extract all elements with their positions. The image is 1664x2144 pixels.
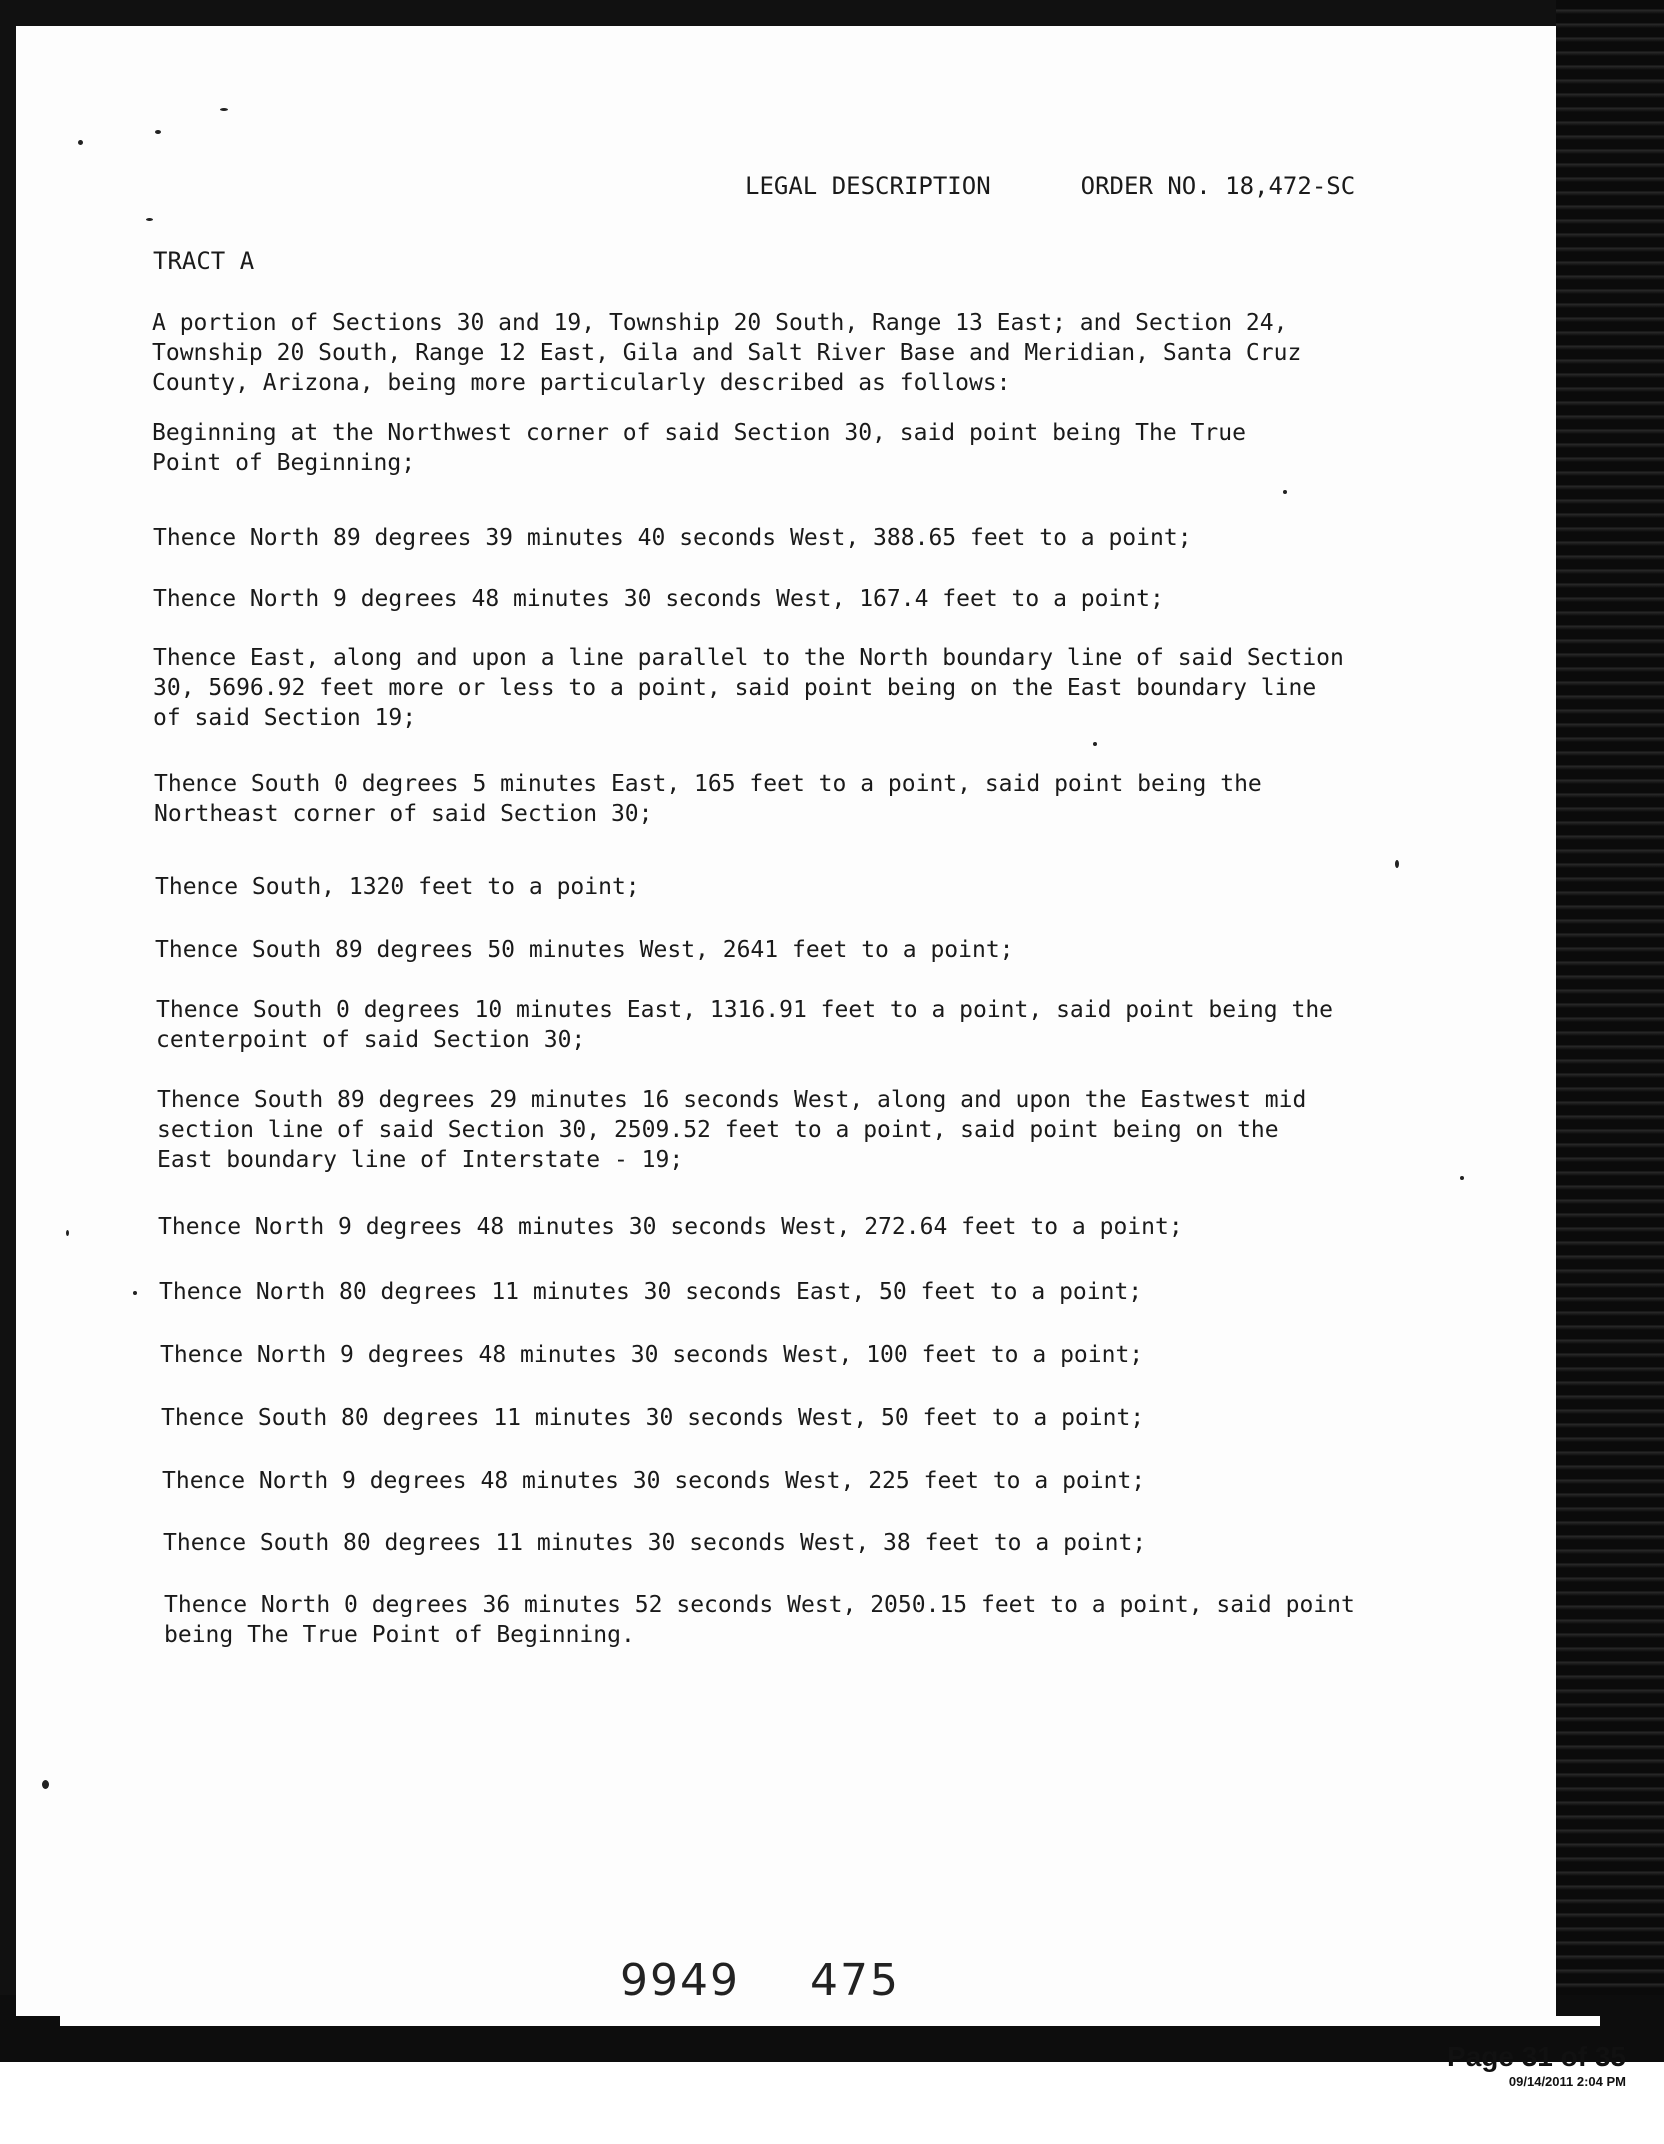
scan-speck: [1283, 490, 1287, 494]
page-footer: [1447, 2040, 1626, 2090]
paragraph-course: Thence North 9 degrees 48 minutes 30 seconds West, 167.4 feet to a point;: [153, 586, 1164, 612]
stamp-page: 475: [809, 1955, 900, 2006]
paragraph-closing: Thence North 0 degrees 36 minutes 52 seconds West, 2050.15 feet to a point, said point being The True Point of Beginning.: [164, 1592, 1355, 1648]
paragraph-course: Thence South 0 degrees 10 minutes East, 1316.91 feet to a point, said point being the centerpoint of said Section 30;: [156, 997, 1334, 1053]
scan-bottom-paper-strip: [60, 2016, 1600, 2026]
scan-speck: [133, 1291, 137, 1295]
scan-speck: [220, 108, 228, 111]
stamp-docket: 9949: [620, 1955, 740, 2006]
paragraph-beginning: Beginning at the Northwest corner of said Section 30, said point being The True Point of Beginning;: [152, 420, 1246, 476]
paragraph-course: Thence South 89 degrees 29 minutes 16 seconds West, along and upon the Eastwest mid section line of said Section 30, 2509.52 feet to a point, said point being on the East boundary line of Interstate - 19;: [157, 1087, 1307, 1173]
legal-description-title: LEGAL DESCRIPTION: [745, 172, 991, 200]
scan-speck: [1093, 742, 1097, 746]
paragraph-course: Thence South, 1320 feet to a point;: [155, 874, 640, 900]
document-header: [745, 172, 1355, 200]
paragraph-course: Thence North 9 degrees 48 minutes 30 seconds West, 272.64 feet to a point;: [158, 1214, 1183, 1240]
tract-heading: TRACT A: [153, 247, 255, 275]
paragraph-course: Thence North 80 degrees 11 minutes 30 seconds East, 50 feet to a point;: [159, 1279, 1143, 1305]
scan-speck: [42, 1780, 49, 1789]
paragraph-course: Thence East, along and upon a line parallel to the North boundary line of said Section 30, 5696.92 feet more or less to a point, said point being on the East boundary line of said Section 19;: [153, 645, 1344, 731]
paragraph-intro: A portion of Sections 30 and 19, Township 20 South, Range 13 East; and Section 24, Township 20 South, Range 12 East, Gila and Salt River Base and Meridian, Santa Cruz County, Arizona, being more particularly described as follows:: [152, 310, 1302, 396]
paragraph-course: Thence South 89 degrees 50 minutes West, 2641 feet to a point;: [155, 937, 1014, 963]
paragraph-course: Thence South 80 degrees 11 minutes 30 seconds West, 38 feet to a point;: [163, 1530, 1147, 1556]
print-timestamp: 09/14/2011 2:04 PM: [1508, 2074, 1626, 2089]
paragraph-course: Thence North 9 degrees 48 minutes 30 seconds West, 225 feet to a point;: [162, 1468, 1146, 1494]
scan-speck: [1460, 1176, 1464, 1180]
scan-right-edge: [1556, 0, 1664, 2062]
paragraph-course: Thence North 89 degrees 39 minutes 40 seconds West, 388.65 feet to a point;: [153, 525, 1192, 551]
recording-stamp: [620, 1955, 900, 2006]
scan-speck: [155, 130, 161, 134]
page-number: Page 31 of 35: [1447, 2041, 1626, 2072]
paragraph-course: Thence North 9 degrees 48 minutes 30 seconds West, 100 feet to a point;: [160, 1342, 1144, 1368]
paragraph-course: Thence South 0 degrees 5 minutes East, 165 feet to a point, said point being the Northeast corner of said Section 30;: [154, 771, 1262, 827]
scan-speck: [66, 1230, 69, 1236]
paragraph-course: Thence South 80 degrees 11 minutes 30 seconds West, 50 feet to a point;: [161, 1405, 1145, 1431]
scan-speck: [1395, 860, 1399, 868]
order-number: ORDER NO. 18,472-SC: [1080, 172, 1356, 200]
scan-speck: [146, 218, 153, 221]
scan-speck: [78, 140, 83, 145]
